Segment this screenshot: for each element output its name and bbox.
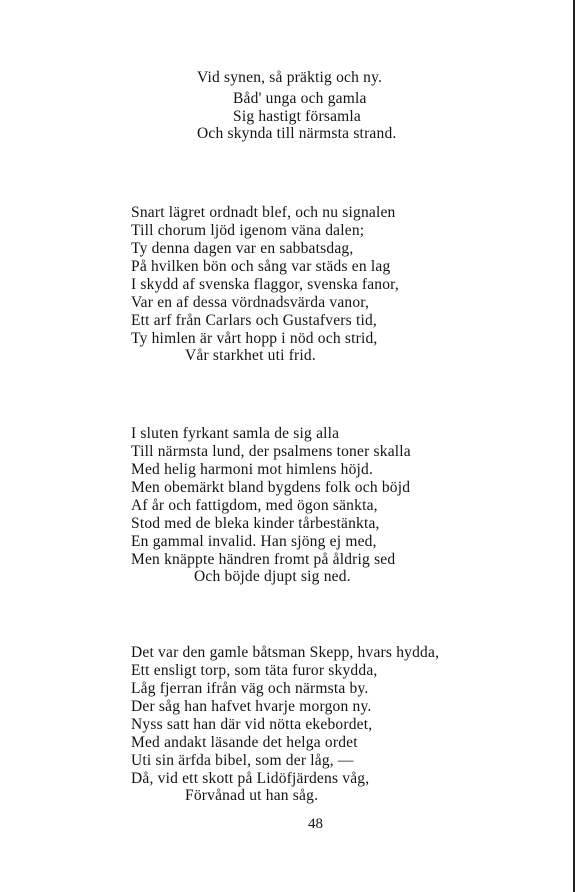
- verse-line: Stod med de bleka kinder tårbestänkta,: [131, 515, 380, 532]
- verse-line: Ty himlen är vårt hopp i nöd och strid,: [131, 330, 378, 347]
- verse-line: Ett arf från Carlars och Gustafvers tid,: [131, 312, 378, 329]
- verse-line: Var en af dessa vördnadsvärda vanor,: [131, 294, 370, 311]
- verse-line: Till närmsta lund, der psalmens toner skalla: [131, 443, 411, 460]
- verse-line: Med andakt läsande det helga ordet: [131, 734, 358, 751]
- verse-line: I sluten fyrkant samla de sig alla: [131, 425, 340, 442]
- verse-line: Och skynda till närmsta strand.: [197, 125, 397, 142]
- verse-line: Nyss satt han där vid nötta ekebordet,: [131, 716, 373, 733]
- verse-line: Till chorum ljöd igenom väna dalen;: [131, 222, 365, 239]
- verse-line: Förvånad ut han såg.: [185, 787, 319, 804]
- verse-line: Båd' unga och gamla: [233, 90, 367, 107]
- page-edge-rule: [573, 0, 575, 892]
- verse-line: Men obemärkt bland bygdens folk och böjd: [131, 479, 411, 496]
- verse-line: Ty denna dagen var en sabbatsdag,: [131, 240, 354, 257]
- verse-line: På hvilken bön och sång var städs en lag: [131, 258, 391, 275]
- verse-line: Sig hastigt församla: [233, 108, 361, 125]
- verse-line: En gammal invalid. Han sjöng ej med,: [131, 533, 377, 550]
- verse-line: Vid synen, så präktig och ny.: [197, 69, 383, 86]
- verse-line: Då, vid ett skott på Lidöfjärdens våg,: [131, 770, 370, 787]
- verse-line: Ett ensligt torp, som täta furor skydda,: [131, 662, 378, 679]
- verse-line: Af år och fattigdom, med ögon sänkta,: [131, 497, 378, 514]
- page-number: 48: [308, 816, 323, 832]
- verse-line: Låg fjerran ifrån väg och närmsta by.: [131, 680, 369, 697]
- verse-line: Der såg han hafvet hvarje morgon ny.: [131, 698, 372, 715]
- verse-line: Det var den gamle båtsman Skepp, hvars hydda,: [131, 644, 440, 661]
- verse-line: Med helig harmoni mot himlens höjd.: [131, 461, 374, 478]
- verse-line: Och böjde djupt sig ned.: [194, 568, 351, 585]
- verse-line: Uti sin ärfda bibel, som der låg, —: [131, 752, 354, 769]
- verse-line: Men knäppte händren fromt på åldrig sed: [131, 551, 396, 568]
- verse-line: Vår starkhet uti frid.: [185, 347, 316, 364]
- verse-line: Snart lägret ordnadt blef, och nu signalen: [131, 204, 396, 221]
- verse-line: I skydd af svenska flaggor, svenska fanor,: [131, 276, 400, 293]
